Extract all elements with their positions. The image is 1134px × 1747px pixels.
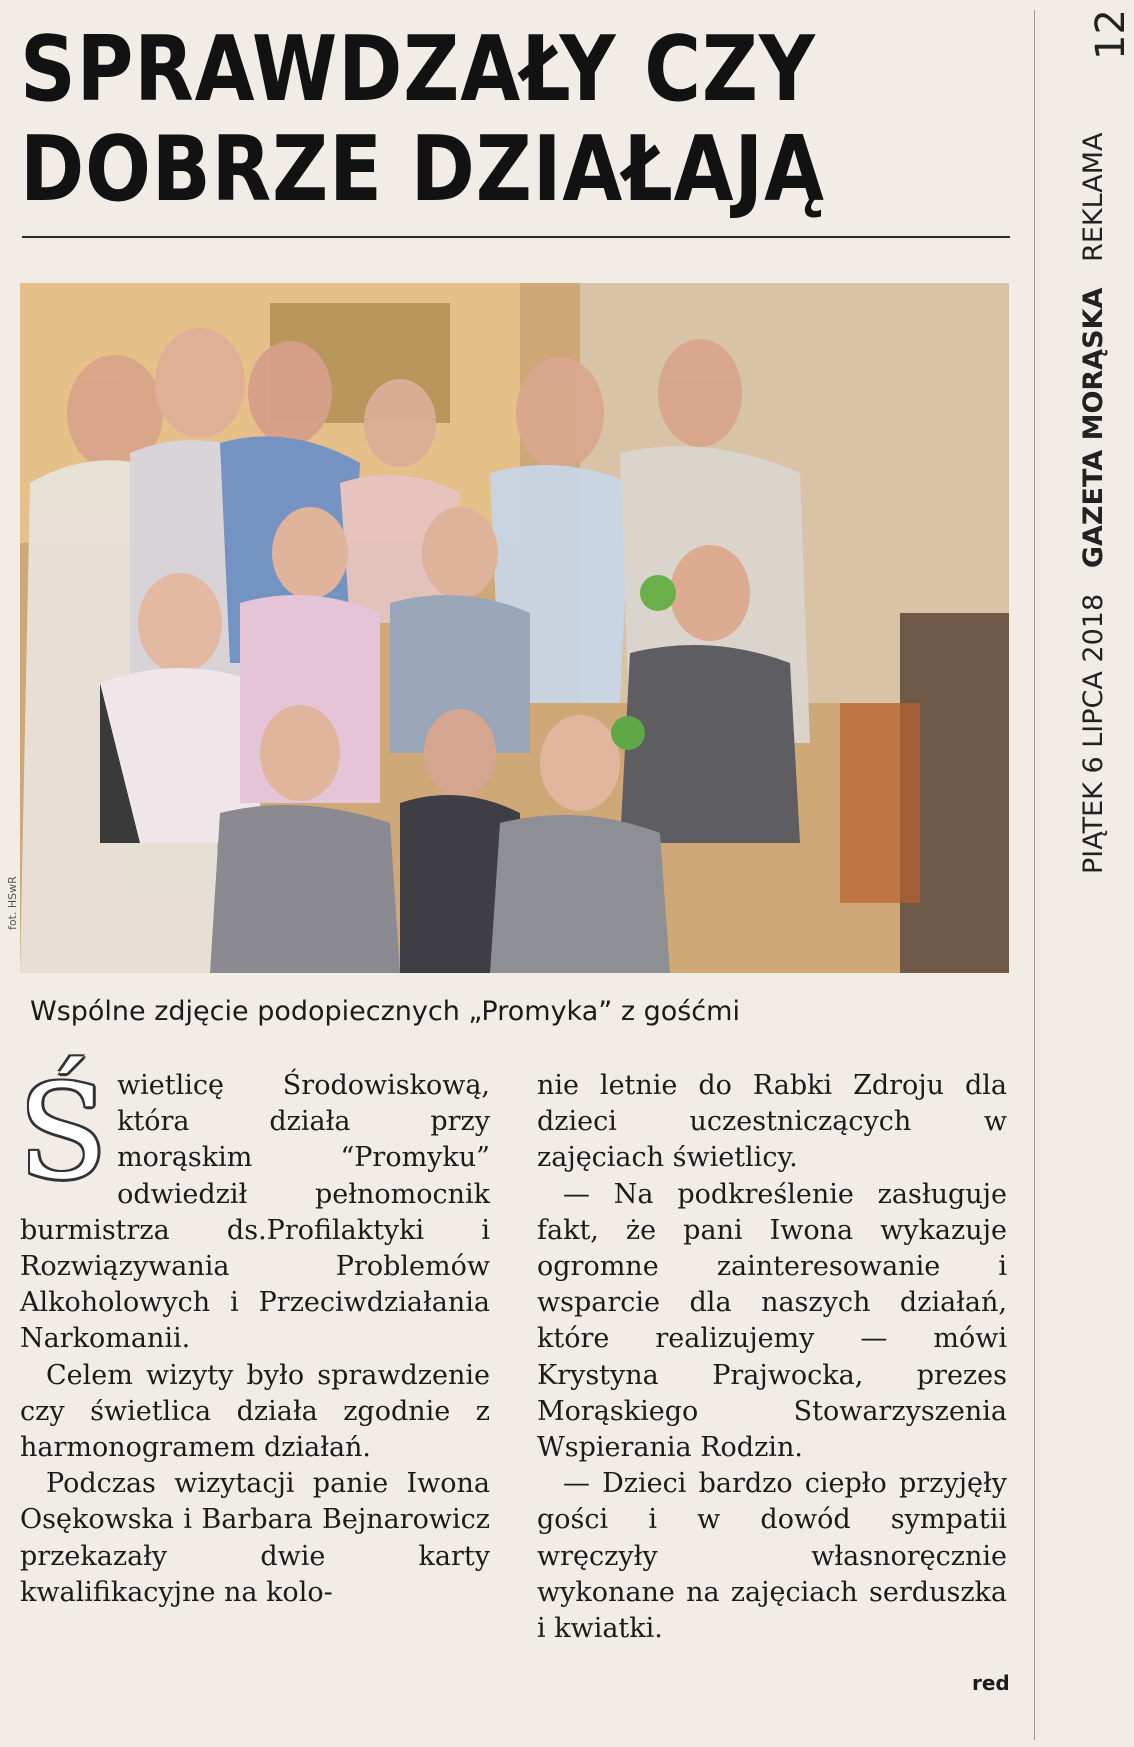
article-paragraph: Podczas wizytacji panie Iwona Osękowska i Barbara Bejnarowicz przekazały dwie karty kwalifikacyjne na kolo- [20, 1468, 490, 1608]
author-signature: red [972, 1671, 1010, 1695]
article-paragraph: — Dzieci bardzo ciepło przyjęły gości i w dowód sympatii wręczyły własnoręcznie wykonane na zajęciach serduszka i kwiatki. [537, 1468, 1007, 1645]
publication-name: GAZETA MORĄSKA [1078, 287, 1109, 569]
photo-caption: Wspólne zdjęcie podopiecznych „Promyka” z gośćmi [30, 996, 740, 1027]
photo-credit: fot. HSwR [6, 876, 19, 930]
headline [20, 17, 880, 222]
running-footer [1078, 132, 1109, 874]
group-photo-illustration [20, 283, 1009, 973]
section-name: REKLAMA [1078, 132, 1109, 262]
sidebar-divider [1034, 10, 1035, 1740]
headline-line-1: SPRAWDZAŁY CZY [20, 17, 816, 122]
headline-line-2: DOBRZE DZIAŁAJĄ [20, 117, 825, 222]
drop-cap: Ś [18, 1056, 108, 1208]
article-paragraph: nie letnie do Rabki Zdroju dla dzieci uczestniczących w zajęciach świetlicy. [537, 1070, 1007, 1174]
page-sidebar [1030, 0, 1134, 1747]
article-column-left [18, 1056, 490, 1611]
article-paragraph: Celem wizyty było sprawdzenie czy świetlica działa zgodnie z harmonogramem działań. [20, 1359, 490, 1464]
article-paragraph: — Na podkreślenie zasługuje fakt, że pani Iwona wykazuje ogromne zainteresowanie i wsparcie dla naszych działań, które realizujemy — mówi Krystyna Prajwocka, prezes Morąskiego Stowarzyszenia Wspierania Rodzin. [537, 1178, 1007, 1464]
headline-divider [22, 236, 1010, 238]
group-photo [20, 283, 1009, 973]
page-number: 12 [1088, 9, 1134, 60]
article-paragraph: Świetlicę Środowiskową, która działa przy morąskim “Promyku” odwiedził pełnomocnik burmistrza ds.Profilaktyki i Rozwiązywania Problemów Alkoholowych i Przeciwdziałania Narkomanii. [18, 1056, 490, 1355]
issue-date: PIĄTEK 6 LIPCA 2018 [1078, 593, 1109, 874]
article-column-right [537, 1068, 1007, 1647]
